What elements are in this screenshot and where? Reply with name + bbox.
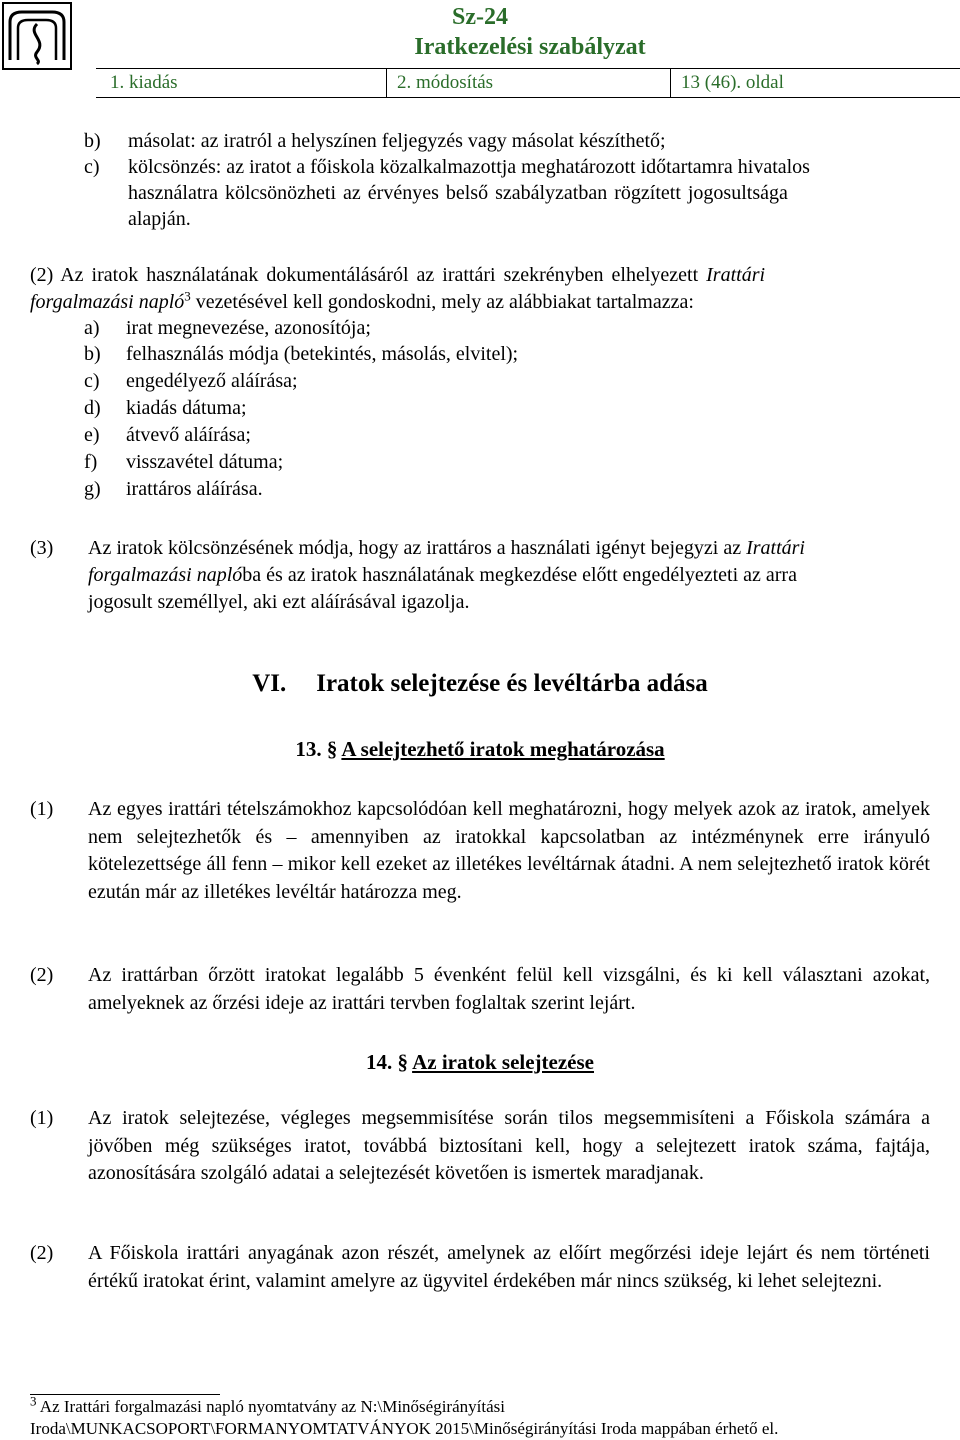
para3-line2: forgalmazási naplóba és az iratok használatának megkezdése előtt engedélyezteti az arra [88,564,797,586]
item-b-label: b) [84,130,101,152]
s13-p2-text: Az irattárban őrzött iratokat legalább 5 évenként felül kell vizsgálni, és ki kell választani azokat, amelyeknek az őrzési ideje az irattári tervben foglaltak szerint lejárt. [88,964,930,1014]
page-header [0,0,960,100]
para2-line1-italic: Irattári [706,264,766,286]
s14-p2-text: A Főiskola irattári anyagának azon részét, amelynek az előírt megőrzési ideje lejárt és nem történeti értékű iratokat érint, valamint amelyre az ügyvitel érdekében már nincs szükség, ki lehet selejtezni. [88,1242,930,1292]
page-number: 13 (46). oldal [670,69,960,97]
list-item: c) engedélyező aláírása; [84,370,298,392]
list-item: f) visszavétel dátuma; [84,451,284,473]
item-c-label: c) [84,156,100,178]
s14-p2-number: (2) [30,1242,54,1264]
s13-p1-number: (1) [30,798,54,820]
footnote-divider [30,1394,220,1395]
header-meta-row [96,68,960,98]
list-item: g) irattáros aláírása. [84,478,263,500]
list-item: a) irat megnevezése, azonosítója; [84,317,371,339]
s13-p2-number: (2) [30,964,54,986]
footnote-ref: 3 [184,288,191,304]
footnote-line2: Iroda\MUNKACSOPORT\FORMANYOMTATVÁNYOK 2015\Minőségirányítási Iroda mappában érhető el. [30,1419,779,1438]
section-14-heading [0,1050,960,1075]
item-b-text: másolat: az iratról a helyszínen feljegyzés vagy másolat készíthető; [128,130,666,152]
document-title: Iratkezelési szabályzat [414,34,646,60]
chapter-number: VI. [252,670,287,697]
section-13-heading [0,737,960,762]
document-code: Sz-24 [452,4,508,30]
para2-line2 [30,289,694,315]
s14-p1-text: Az iratok selejtezése, végleges megsemmisítése során tilos megsemmisíteni a Főiskola számára a jövőben még szükséges iratot, továbbá biztosítani kell, hogy a selejtezett iratok száma, fajtája, azonosítására szolgáló adatai a selejtezését követően is ismertek maradjanak. [88,1107,930,1184]
para3-line3: jogosult személlyel, aki ezt aláírásával igazolja. [88,591,470,613]
footnote [30,1393,950,1440]
para2-line2-text: vezetésével kell gondoskodni, mely az alábbiakat tartalmazza: [190,291,694,313]
section-13-number: 13. § [295,737,338,761]
section-14-title: Az iratok selejtezése [412,1050,594,1074]
chapter-heading [0,670,960,698]
para2-line1-text: (2) Az iratok használatának dokumentálásáról az irattári szekrényben elhelyezett [30,264,707,286]
chapter-title: Iratok selejtezése és levéltárba adása [316,670,708,697]
edition-label: 1. kiadás [110,72,178,93]
para3-number: (3) [30,537,54,559]
section-14-number: 14. § [366,1050,408,1074]
footnote-line1: $^3$ Az Irattári forgalmazási napló nyomtatvány az N:\Minőségirányítási [30,1393,505,1416]
item-c-line1: kölcsönzés: az iratot a főiskola közalkalmazottja meghatározott időtartamra hivatalos [128,156,810,178]
section-13-title: A selejtezhető iratok meghatározása [341,737,665,761]
list-item: d) kiadás dátuma; [84,397,247,419]
para3-line1: Az iratok kölcsönzésének módja, hogy az irattáros a használati igényt bejegyzi az Irattári [88,537,805,559]
para2-line1 [30,262,765,288]
list-item: b) felhasználás módja (betekintés, másolás, elvitel); [84,343,519,365]
footnote-number: 3 [30,1393,37,1409]
s14-p1-number: (1) [30,1107,54,1129]
item-c-line2: használatra kölcsönözheti az érvényes belső szabályzatban rögzített jogosultsága [128,182,788,204]
list-item: e) átvevő aláírása; [84,424,251,446]
item-c-line3: alapján. [128,208,191,230]
para2-line2-italic: forgalmazási napló [30,291,185,313]
s13-p1-text: Az egyes irattári tételszámokhoz kapcsolódóan kell meghatározni, hogy melyek azok az iratok, amelyek nem selejtezhetők és – amennyiben az iratokkal kapcsolatban az intézménynek erre irányuló kötelezettsége áll fenn – mikor kell ezeket az illetékes levéltárnak átadni. A nem selejtezhető iratok körét ezután már az illetékes levéltár határozza meg. [88,798,930,903]
revision-label: 2. módosítás [386,69,670,97]
